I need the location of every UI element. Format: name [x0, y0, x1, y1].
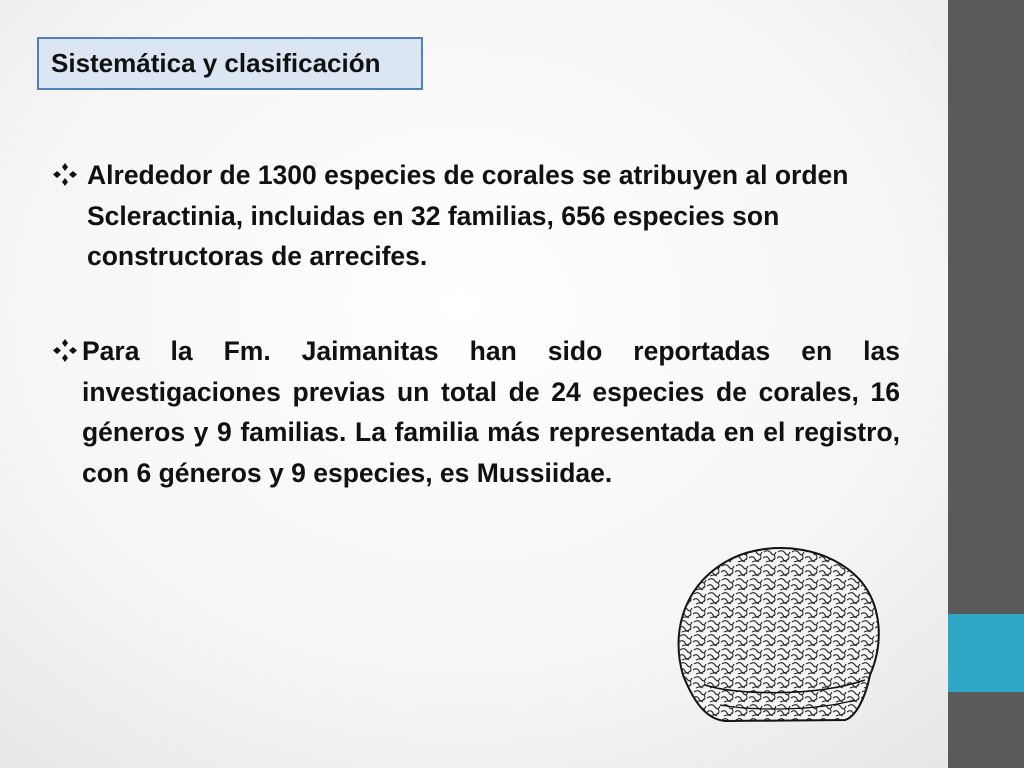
bullet-text-2: Para la Fm. Jaimanitas han sido reportadas en las investigaciones previas un total de 24 especies de corales, 16 géneros y 9 familias. La familia más representada en el registro, con 6 géneros y 9 especies, es Mussiidae. [82, 336, 900, 488]
sidebar-accent [948, 614, 1024, 692]
slide-title: Sistemática y clasificación [37, 37, 423, 90]
bullet-text-1: Alrededor de 1300 especies de corales se atribuyen al orden Scleractinia, incluidas en 32 familias, 656 especies son constructoras de arrecifes. [87, 160, 849, 271]
diamond-bullet-icon [52, 331, 78, 371]
bullet-item-2 [52, 331, 902, 501]
bullet-item-1 [52, 155, 892, 280]
diamond-bullet-icon [52, 155, 78, 195]
brain-coral-illustration [665, 535, 885, 725]
